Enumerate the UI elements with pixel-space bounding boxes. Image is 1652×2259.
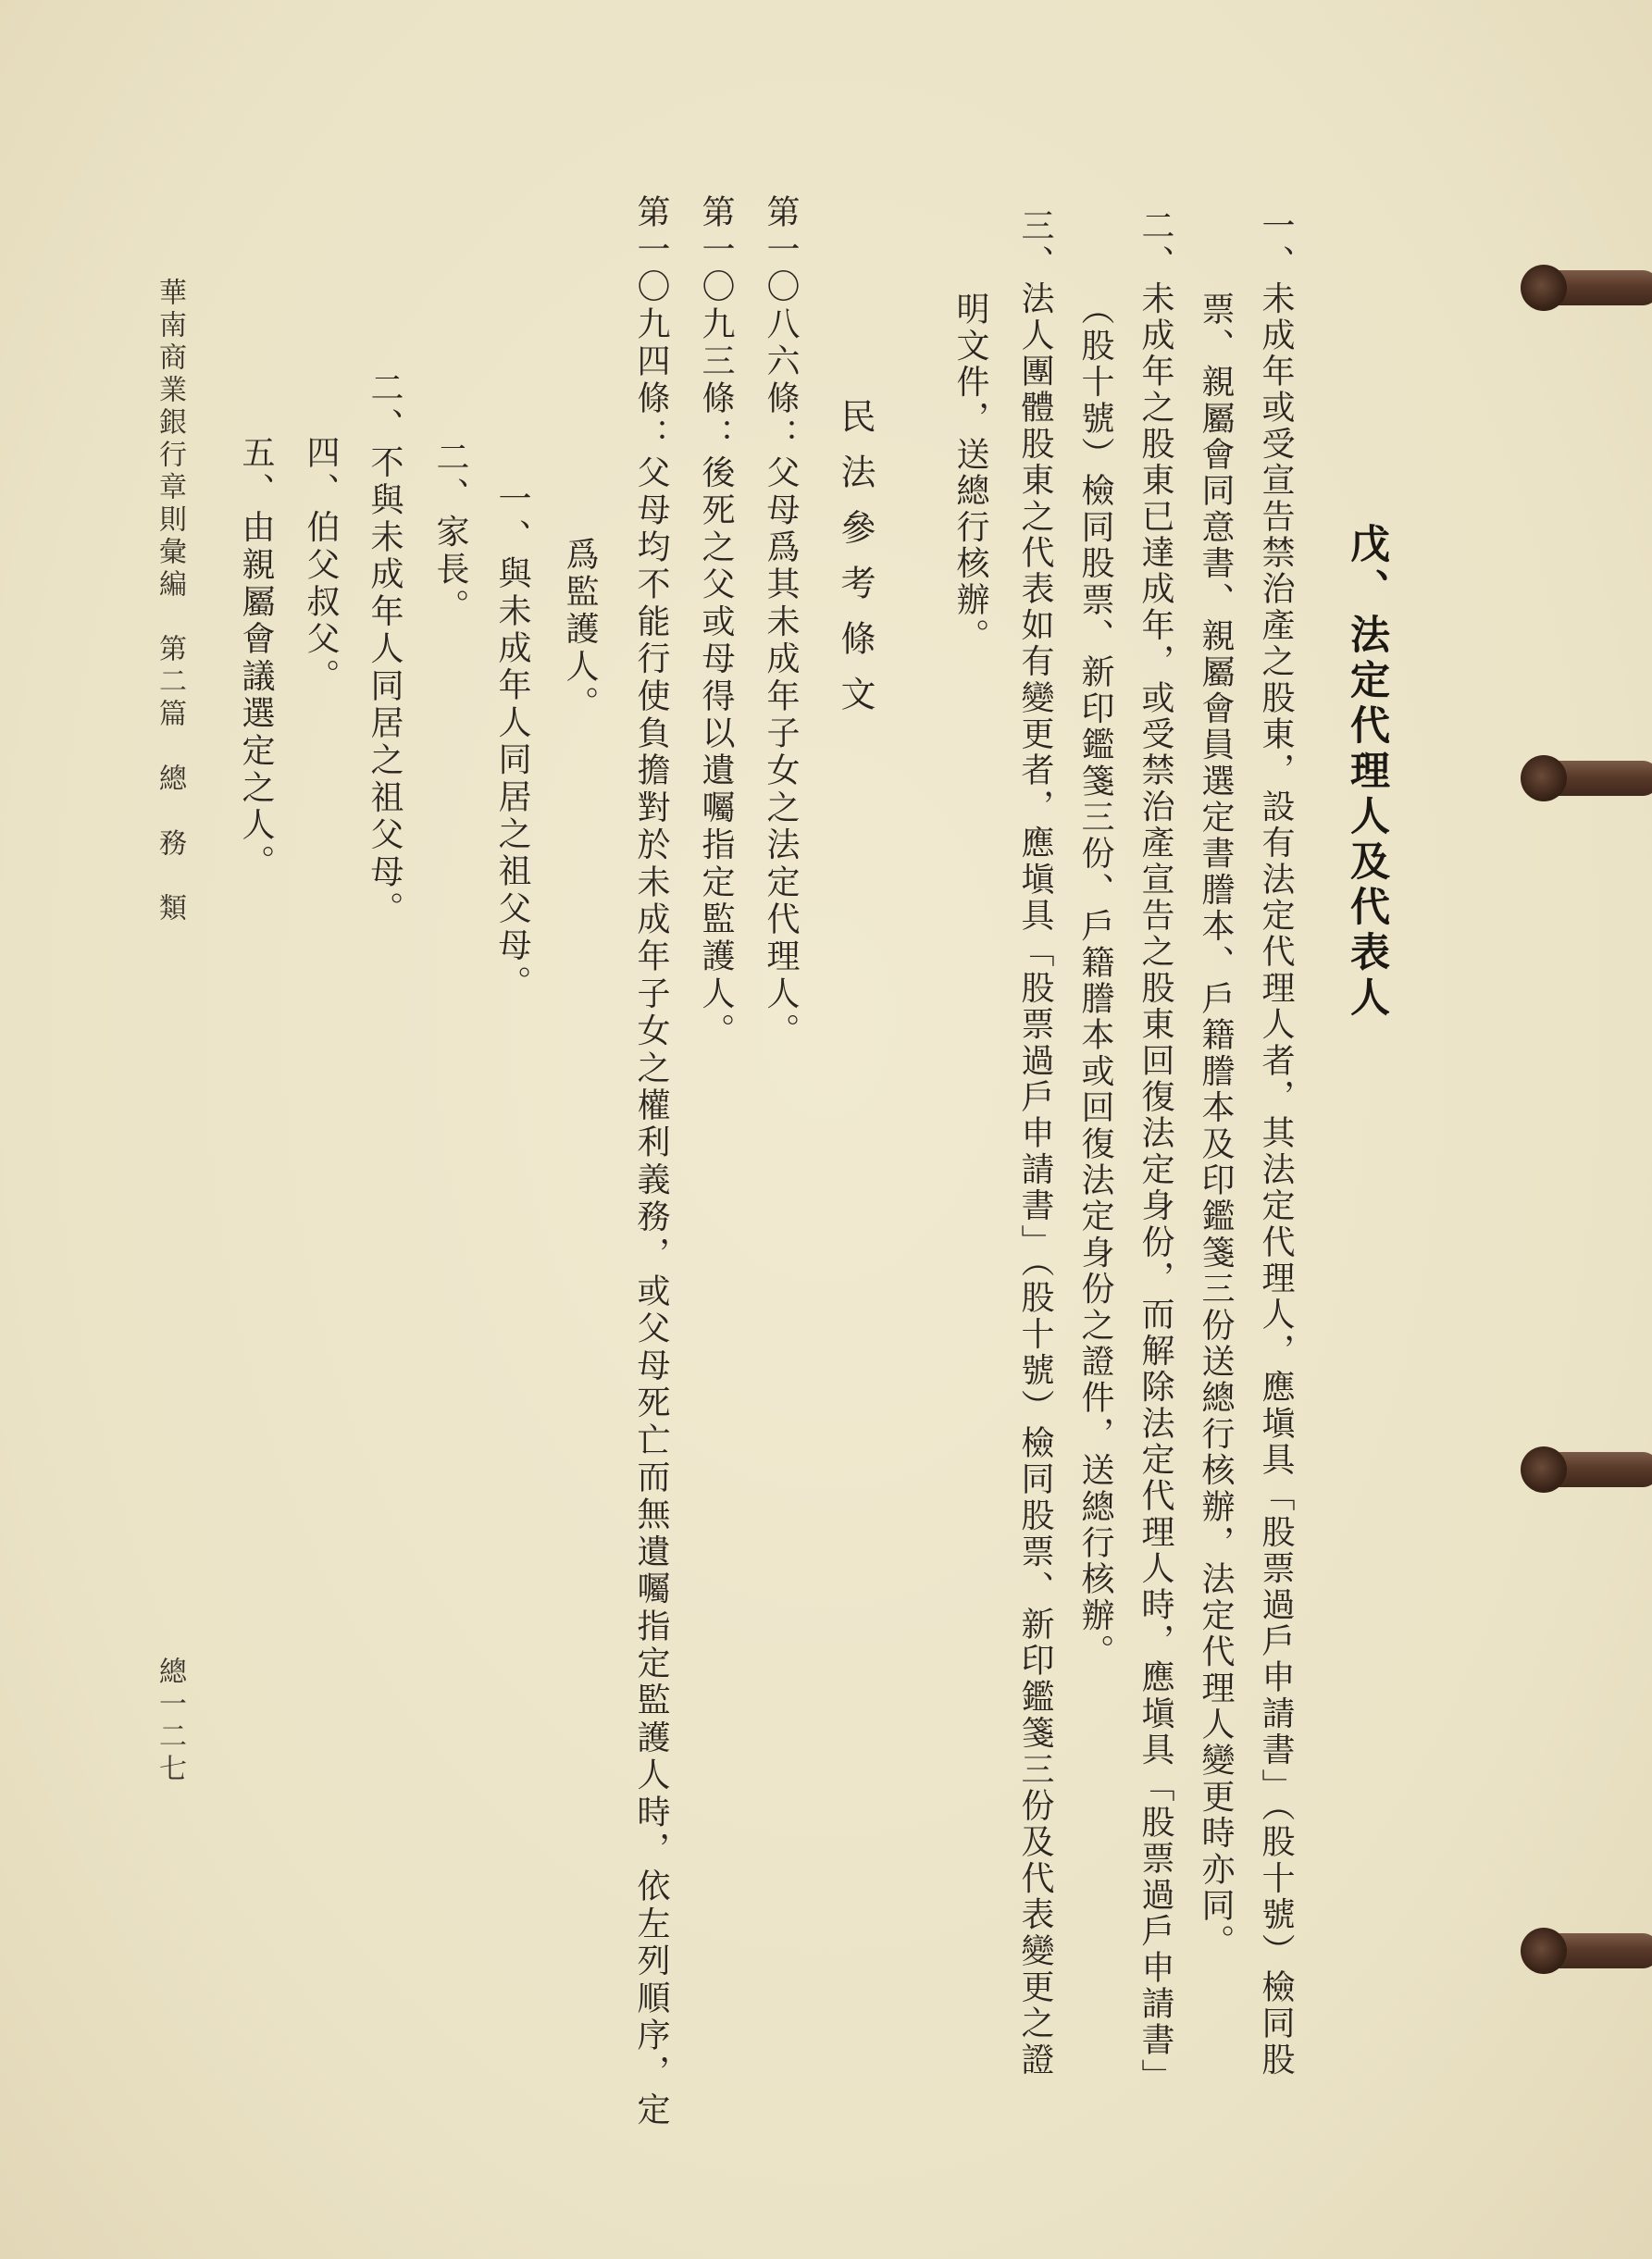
binding-hole-icon — [1513, 748, 1652, 807]
law-article-1094-cont: 爲監護人。 — [561, 537, 599, 723]
paragraph-line-2: 票、親屬會同意書、親屬會員選定書謄本、戶籍謄本及印鑑箋三份送總行核辦，法定代理人變更時亦同。 — [1197, 292, 1235, 1961]
paragraph-line-6: 明文件，送總行核辦。 — [951, 292, 989, 654]
binding-hole-icon — [1513, 257, 1652, 317]
law-article-1086: 第一〇八六條：父母爲其未成年子女之法定代理人。 — [762, 194, 800, 1050]
binding-hole-icon — [1513, 1920, 1652, 1980]
law-article-1094: 第一〇九四條：父母均不能行使負擔對於未成年子女之權利義務，或父母死亡而無遺囑指定監護人時，依左列順序，定 — [632, 194, 670, 2129]
footer-book-title: 華南商業銀行章則彙編 第二篇 總 務 類 — [154, 278, 186, 925]
law-list-item-5: 五、由親屬會議選定之人。 — [237, 435, 275, 882]
binding-hole-icon — [1513, 1439, 1652, 1498]
paragraph-line-1: 一、未成年或受宣告禁治產之股東，設有法定代理人者，其法定代理人，應塡具「股票過戶申請書」（股十號）檢同股 — [1257, 208, 1295, 2079]
law-list-item-4: 四、伯父叔父。 — [302, 435, 340, 696]
paragraph-line-5: 三、法人團體股東之代表如有變更者，應塡具「股票過戶申請書」（股十號）檢同股票、新印鑑箋三份及代表變更之證 — [1016, 208, 1054, 2079]
paragraph-line-3: 二、未成年之股東已達成年，或受禁治產宣告之股東回復法定身份，而解除法定代理人時，應塡具「股票過戶申請書」 — [1137, 208, 1174, 2095]
law-article-1093: 第一〇九三條：後死之父或母得以遺囑指定監護人。 — [697, 194, 735, 1050]
footer-page-number: 總一二七 — [154, 1657, 186, 1786]
law-list-item-1: 一、與未成年人同居之祖父母。 — [493, 481, 531, 1002]
section-title: 戊、法定代理人及代表人 — [1344, 523, 1390, 1022]
law-list-item-3: 二、不與未成年人同居之祖父母。 — [366, 370, 404, 928]
law-list-item-2: 二、家長。 — [431, 440, 469, 626]
reference-heading: 民法參考條文 — [835, 398, 876, 731]
paragraph-line-4: （股十號）檢同股票、新印鑑箋三份、戶籍謄本或回復法定身份之證件，送總行核辦。 — [1076, 292, 1114, 1670]
